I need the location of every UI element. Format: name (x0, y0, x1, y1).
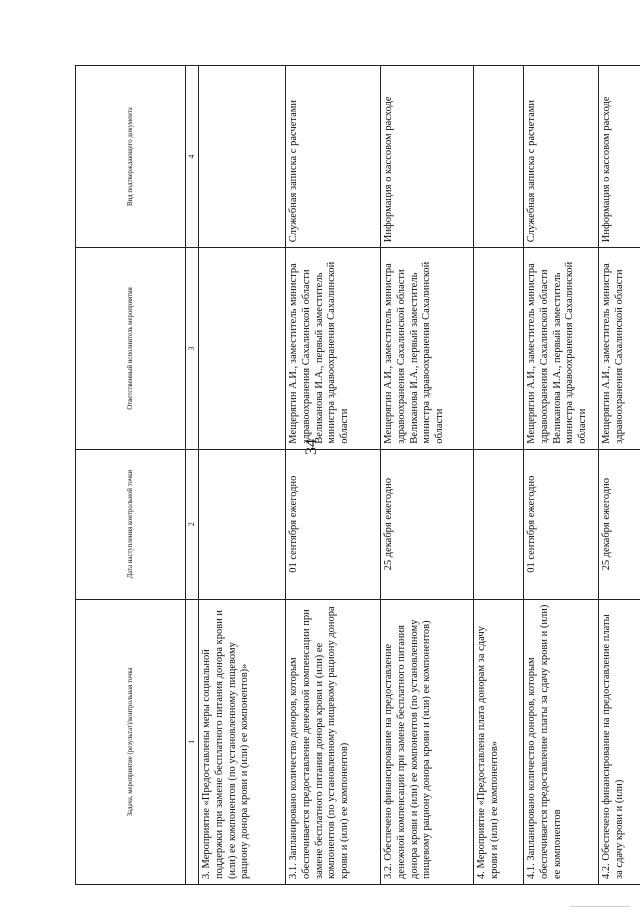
task-cell: 3. Мероприятие «Предоставлены меры социальной поддержки при замене бесплатного питания донора крови и (или) ее компонентов (по установленному пищевому рациону донора крови и (или) ее компонентов)» (199, 599, 286, 884)
date-cell: 25 декабря ежегодно (381, 449, 474, 599)
table-row (199, 66, 286, 885)
task-cell: 3.2. Обеспечено финансирование на предоставление денежной компенсации при замене бесплатного питания донора крови и (или) ее компонентов (по установленному пищевому рациону донора крови и (или) ее компонентов) (381, 599, 474, 884)
scan-artifact-line (570, 906, 630, 907)
executor-cell: Мещерягин А.И., заместитель министра здравоохранения Сахалинской области Великанова И.А., первый заместитель министра здравоохранения Сахалинской области (524, 248, 599, 450)
page-number: 34 (303, 439, 320, 455)
task-cell: 4.1. Запланировано количество доноров, которым обеспечивается предоставление платы за сдачу крови и (или) ее компонентов (524, 599, 599, 884)
header-document: Вид подтверждающего документа (76, 66, 186, 248)
date-cell: 25 декабря ежегодно (599, 449, 640, 599)
column-number: 1 (186, 599, 199, 884)
executor-cell: Мещерягин А.И., заместитель министра здравоохранения Сахалинской области Великанова И.А., первый заместитель министра здравоохранения Сахалинской области (381, 248, 474, 450)
column-number-row (186, 66, 199, 885)
table-row (599, 66, 640, 885)
task-cell: 3.1. Запланировано количество доноров, которым обеспечивается предоставление денежной компенсации при замене бесплатного питания донора крови и (или) ее компонентов (по установленному пищевому рациону донора крови и (или) ее компонентов) (286, 599, 381, 884)
table-header-row (76, 66, 186, 885)
document-cell: Служебная записка с расчетами (286, 66, 381, 248)
table-row (286, 66, 381, 885)
document-cell (199, 66, 286, 248)
executor-cell (199, 248, 286, 450)
table-row (474, 66, 524, 885)
document-cell: Информация о кассовом расходе (599, 66, 640, 248)
header-date: Дата наступления контрольной точки (76, 449, 186, 599)
task-cell: 4.2. Обеспечено финансирование на предоставление платы за сдачу крови и (или) (599, 599, 640, 884)
column-number: 3 (186, 248, 199, 450)
date-cell (474, 449, 524, 599)
task-cell: 4. Мероприятие «Предоставлена плата донорам за сдачу крови и (или) ее компонентов» (474, 599, 524, 884)
control-points-table (75, 65, 640, 885)
header-task: Задача, мероприятие (результат)/контрольная точка (76, 599, 186, 884)
document-cell (474, 66, 524, 248)
document-table-container (75, 65, 625, 885)
table-row (381, 66, 474, 885)
date-cell: 01 сентября ежегодно (286, 449, 381, 599)
table-row (524, 66, 599, 885)
date-cell (199, 449, 286, 599)
executor-cell (474, 248, 524, 450)
column-number: 4 (186, 66, 199, 248)
executor-cell: Мещерягин А.И., заместитель министра здравоохранения Сахалинской области (599, 248, 640, 450)
date-cell: 01 сентября ежегодно (524, 449, 599, 599)
document-cell: Информация о кассовом расходе (381, 66, 474, 248)
column-number: 2 (186, 449, 199, 599)
document-cell: Служебная записка с расчетами (524, 66, 599, 248)
executor-cell: Мещерягин А.И., заместитель министра здравоохранения Сахалинской области Великанова И.А., первый заместитель министра здравоохранения Сахалинской области (286, 248, 381, 450)
header-executor: Ответственный исполнитель мероприятия (76, 248, 186, 450)
